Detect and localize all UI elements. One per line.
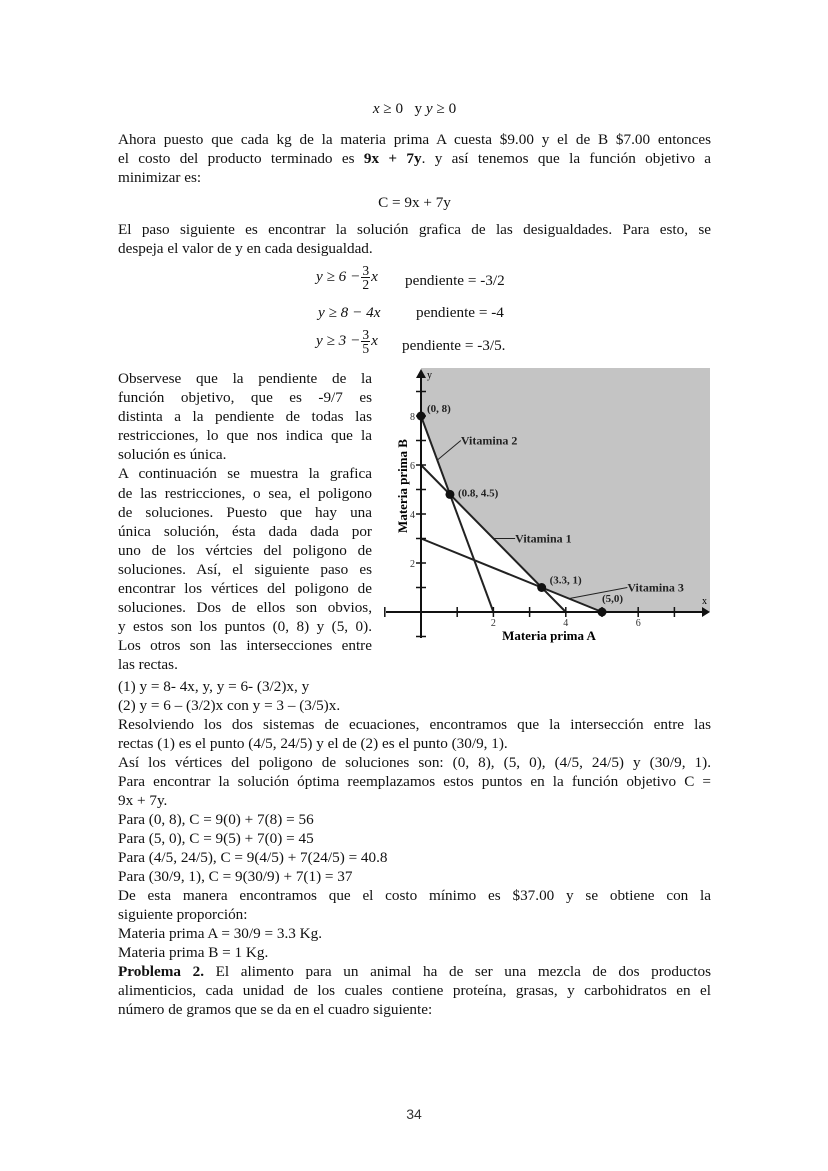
body-line: Resolviendo los dos sistemas de ecuaciones, encontramos que la intersección entre las (118, 716, 711, 733)
body-line: De esta manera encontramos que el costo mínimo es $37.00 y se obtiene con la (118, 887, 711, 904)
body-line: Materia prima B = 1 Kg. (118, 944, 269, 961)
objective-equation: C = 9x + 7y (378, 194, 451, 211)
ge-symbol: ≥ (436, 100, 445, 117)
body-line: Para (4/5, 24/5), C = 9(4/5) + 7(24/5) = 40.8 (118, 849, 388, 866)
fraction (361, 264, 370, 291)
side-text-line: uno de los vértcies del poligono de (118, 541, 372, 559)
side-text-line: A continuación se muestra la grafica (118, 465, 372, 483)
body-line: Para (30/9, 1), C = 9(30/9) + 7(1) = 37 (118, 868, 353, 885)
numerator: 3 (362, 327, 370, 342)
var-x: x (372, 100, 380, 117)
side-text-line: soluciones. Así, el siguiente paso es (118, 560, 372, 578)
nonnegativity-constraint (118, 100, 711, 118)
side-text-line: de las restricciones, o sea, el poligono (118, 484, 372, 502)
variable: x (371, 267, 378, 285)
x-tick-label: 6 (635, 618, 641, 629)
vertex-label: (0, 8) (427, 403, 451, 415)
side-text-line: restricciones, lo que nos indica que la (118, 427, 372, 445)
system-2: (2) y = 6 – (3/2)x con y = 3 – (3/5)x. (118, 697, 341, 714)
side-text-line: solución es única. (118, 446, 227, 464)
cost-paragraph (118, 130, 711, 187)
system-1: (1) y = 8- 4x, y, y = 6- (3/2)x, y (118, 678, 310, 695)
side-text-line: soluciones. Dos de ellos son obvios, (118, 599, 372, 617)
denominator: 5 (362, 341, 370, 356)
zero: 0 (395, 100, 404, 117)
side-text-line: Los otros son las intersecciones entre (118, 637, 372, 655)
series-label: Vitamina 3 (627, 580, 684, 595)
text-span: . y así tenemos que la función objetivo a (421, 150, 711, 167)
results-paragraph (118, 715, 711, 962)
side-text-line: las rectas. (118, 656, 178, 674)
text-line: Ahora puesto que cada kg de la materia prima A cuesta $9.00 y el de B $7.00 entonces (118, 131, 711, 148)
x-tick-label: 4 (563, 618, 569, 629)
y-axis-name: y (427, 370, 432, 381)
side-text-line: de soluciones. Puesto que hay una (118, 503, 372, 521)
vertex-point (417, 412, 426, 421)
y-tick-label: 6 (410, 461, 415, 472)
text-span: El alimento para un animal ha de ser una mezcla de dos productos (204, 963, 712, 980)
y-tick-label: 4 (410, 510, 415, 521)
slope-3: pendiente = -3/5. (402, 337, 506, 354)
side-column-text (118, 369, 372, 675)
text-span: el costo del producto terminado es (118, 150, 364, 167)
side-text-line: distinta a la pendiente de todas las (118, 408, 372, 426)
vertex-label: (5,0) (602, 593, 624, 605)
inequality-lhs: y ≥ 3 − (316, 331, 361, 349)
zero: 0 (448, 100, 457, 117)
body-line: Así los vértices del poligono de soluciones son: (0, 8), (5, 0), (4/5, 24/5) y (30/9, 1). (118, 754, 711, 771)
feasible-region-chart (384, 366, 714, 646)
text-line: número de gramos que se da en el cuadro siguiente: (118, 1001, 433, 1018)
text-line: minimizar es: (118, 169, 202, 186)
vertex-point (598, 608, 607, 617)
objective-bold: 9x + 7y (363, 150, 422, 167)
page-number: 34 (406, 1106, 422, 1122)
vertex-label: (0.8, 4.5) (457, 487, 499, 500)
vertex-label: (3.3, 1) (549, 574, 582, 587)
systems-list (118, 677, 711, 715)
inequality-3 (316, 328, 378, 355)
text-line (118, 962, 711, 981)
y-tick-label: 8 (410, 412, 415, 423)
next-step-paragraph (118, 220, 711, 258)
conjunction: y (414, 100, 423, 117)
side-text-line: Observese que la pendiente de la (118, 370, 372, 387)
x-axis-name: x (702, 596, 707, 607)
side-text-line: y estos son los puntos (0, 8) y (5, 0). (118, 618, 372, 636)
side-text-line: función objetivo, que es -9/7 es (118, 389, 372, 407)
vertex-point (537, 583, 546, 592)
var-y: y (425, 100, 433, 117)
x-axis-label: Materia prima A (502, 628, 596, 643)
body-line: rectas (1) es el punto (4/5, 24/5) y el de (2) es el punto (30/9, 1). (118, 735, 508, 752)
side-text-line: única solución, ésta dada dada por (118, 522, 372, 540)
body-line: Para (5, 0), C = 9(5) + 7(0) = 45 (118, 830, 314, 847)
inequality-1 (316, 264, 378, 291)
inequality-lhs: y ≥ 6 − (316, 267, 361, 285)
body-line: Materia prima A = 30/9 = 3.3 Kg. (118, 925, 322, 942)
x-tick-label: 2 (490, 618, 496, 629)
numerator: 3 (362, 263, 370, 278)
body-line: 9x + 7y. (118, 792, 168, 809)
vertex-point (445, 490, 454, 499)
slope-2: pendiente = -4 (416, 304, 504, 321)
text-line (118, 149, 711, 168)
series-label: Vitamina 2 (460, 433, 518, 448)
body-line: siguiente proporción: (118, 906, 248, 923)
text-line: despeja el valor de y en cada desigualdad. (118, 240, 373, 257)
inequality-2: y ≥ 8 − 4x (318, 304, 381, 321)
denominator: 2 (362, 277, 370, 292)
text-line: alimenticios, cada unidad de los cuales contiene proteína, grasas, y carbohidratos en el (118, 982, 711, 999)
body-line: Para encontrar la solución óptima reemplazamos estos puntos en la función objetivo C = (118, 773, 711, 790)
series-label: Vitamina 1 (515, 531, 572, 546)
slope-1: pendiente = -3/2 (405, 272, 505, 289)
fraction (361, 328, 370, 355)
problem-title: Problema 2. (118, 963, 205, 980)
text-line: El paso siguiente es encontrar la solución grafica de las desigualdades. Para esto, se (118, 221, 711, 238)
y-axis-label: Materia prima B (395, 439, 410, 533)
body-line: Para (0, 8), C = 9(0) + 7(8) = 56 (118, 811, 314, 828)
problem-2 (118, 962, 711, 1019)
y-tick-label: 2 (410, 559, 415, 570)
side-text-line: encontrar los vértices del poligono de (118, 580, 372, 598)
variable: x (371, 331, 378, 349)
ge-symbol: ≥ (383, 100, 392, 117)
